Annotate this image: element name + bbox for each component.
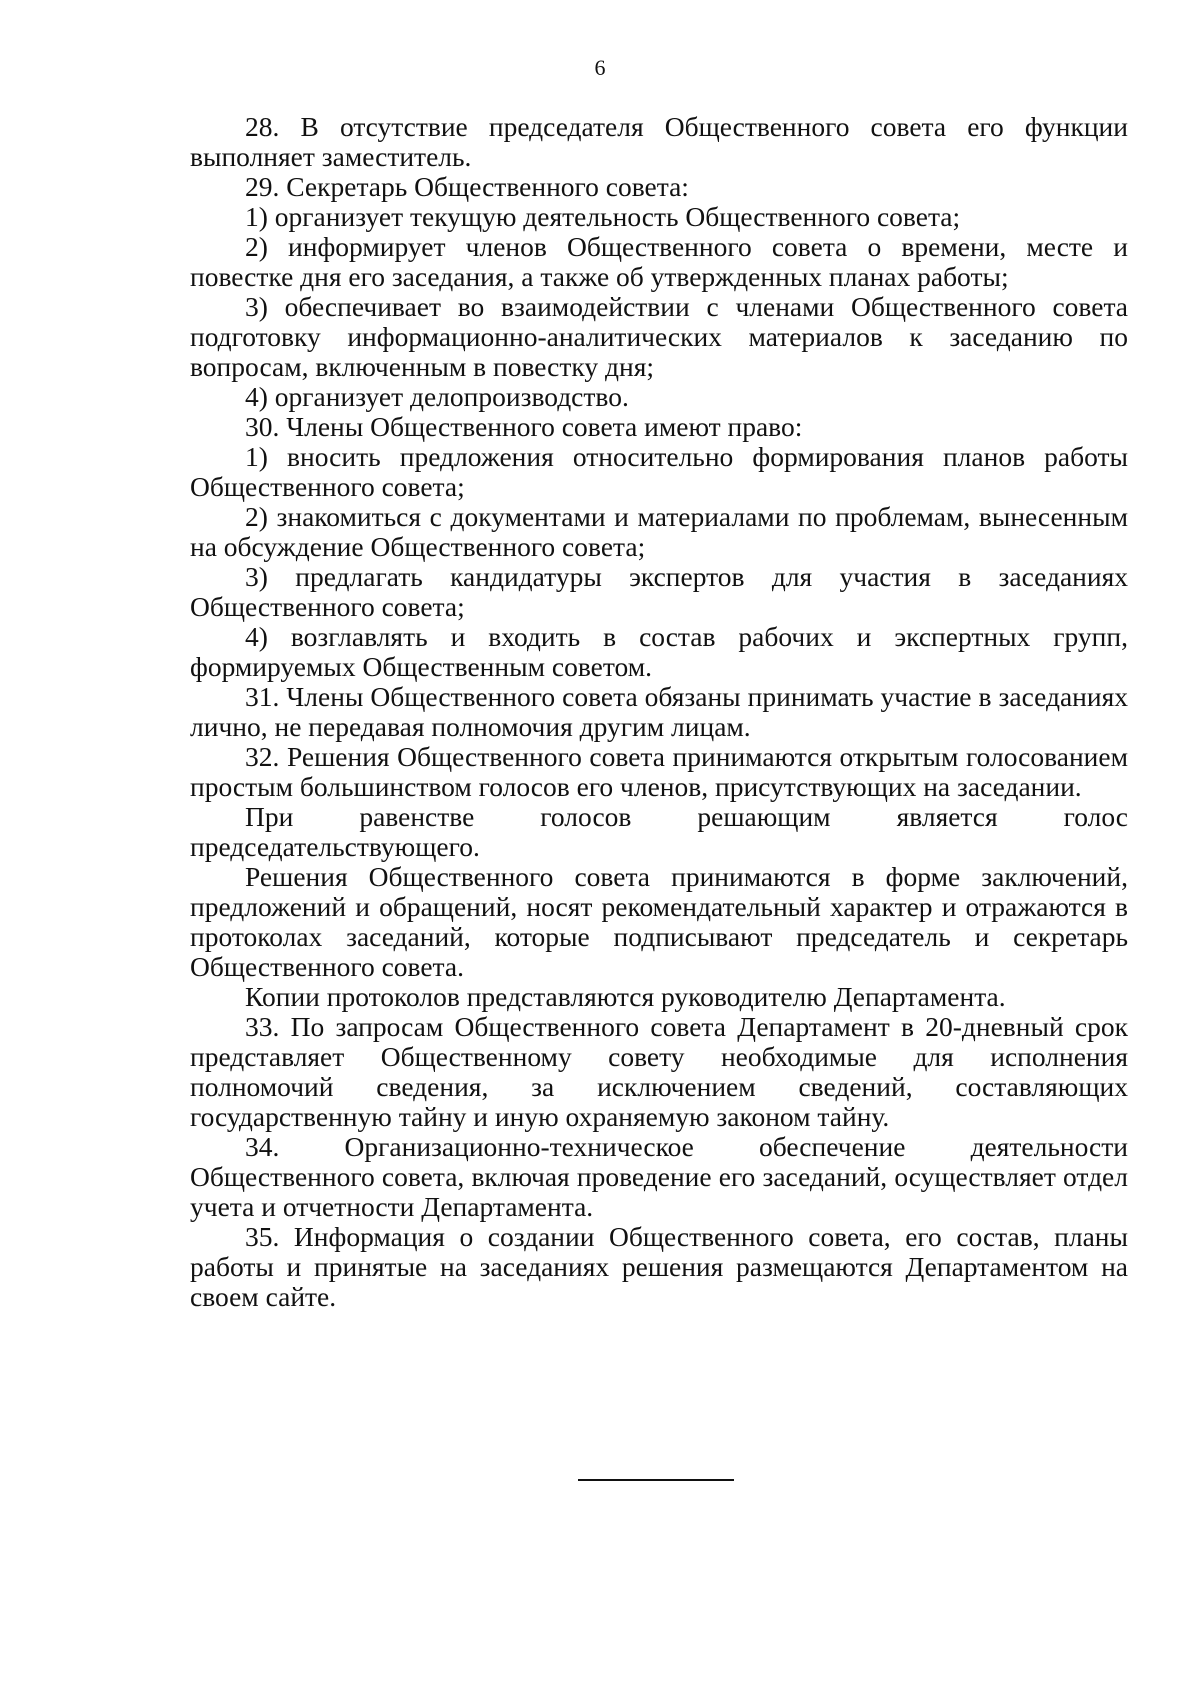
paragraph-30-item-3: 3) предлагать кандидатуры экспертов для участия в заседаниях Общественного совета;	[190, 561, 1128, 622]
paragraph-30-item-4: 4) возглавлять и входить в состав рабочих и экспертных групп, формируемых Общественным советом.	[190, 621, 1128, 682]
paragraph-34: 34. Организационно-техническое обеспечение деятельности Общественного совета, включая проведение его заседаний, осуществляет отдел учета и отчетности Департамента.	[190, 1131, 1128, 1222]
paragraph-32-tie-vote: При равенстве голосов решающим является голос председательствующего.	[190, 801, 1128, 862]
document-body	[190, 112, 1128, 1312]
page-number: 6	[594, 55, 606, 80]
paragraph-29: 29. Секретарь Общественного совета:	[245, 171, 689, 202]
paragraph-32-protocol-copies: Копии протоколов представляются руководителю Департамента.	[245, 981, 1006, 1012]
paragraph-32: 32. Решения Общественного совета принимаются открытым голосованием простым большинством голосов его членов, присутствующих на заседании.	[190, 741, 1128, 802]
paragraph-30-item-1: 1) вносить предложения относительно формирования планов работы Общественного совета;	[190, 441, 1128, 502]
paragraph-35: 35. Информация о создании Общественного совета, его состав, планы работы и принятые на заседаниях решения размещаются Департаментом на своем сайте.	[190, 1221, 1128, 1312]
paragraph-31: 31. Члены Общественного совета обязаны принимать участие в заседаниях лично, не передавая полномочия другим лицам.	[190, 681, 1128, 742]
paragraph-32-decisions-form: Решения Общественного совета принимаются в форме заключений, предложений и обращений, носят рекомендательный характер и отражаются в протоколах заседаний, которые подписывают председатель и секретарь Общественного совета.	[190, 861, 1128, 982]
paragraph-29-item-3: 3) обеспечивает во взаимодействии с членами Общественного совета подготовку информационно-аналитических материалов к заседанию по вопросам, включенным в повестку дня;	[190, 291, 1128, 382]
paragraph-28: 28. В отсутствие председателя Общественного совета его функции выполняет заместитель.	[190, 111, 1128, 172]
paragraph-29-item-1: 1) организует текущую деятельность Общественного совета;	[245, 201, 961, 232]
paragraph-30: 30. Члены Общественного совета имеют право:	[245, 411, 803, 442]
end-of-document-rule	[578, 1479, 734, 1481]
paragraph-30-item-2: 2) знакомиться с документами и материалами по проблемам, вынесенным на обсуждение Общественного совета;	[190, 501, 1128, 562]
paragraph-33: 33. По запросам Общественного совета Департамент в 20-дневный срок представляет Общественному совету необходимые для исполнения полномочий сведения, за исключением сведений, составляющих государственную тайну и иную охраняемую законом тайну.	[190, 1011, 1128, 1132]
paragraph-29-item-2: 2) информирует членов Общественного совета о времени, месте и повестке дня его заседания, а также об утвержденных планах работы;	[190, 231, 1128, 292]
paragraph-29-item-4: 4) организует делопроизводство.	[245, 381, 629, 412]
